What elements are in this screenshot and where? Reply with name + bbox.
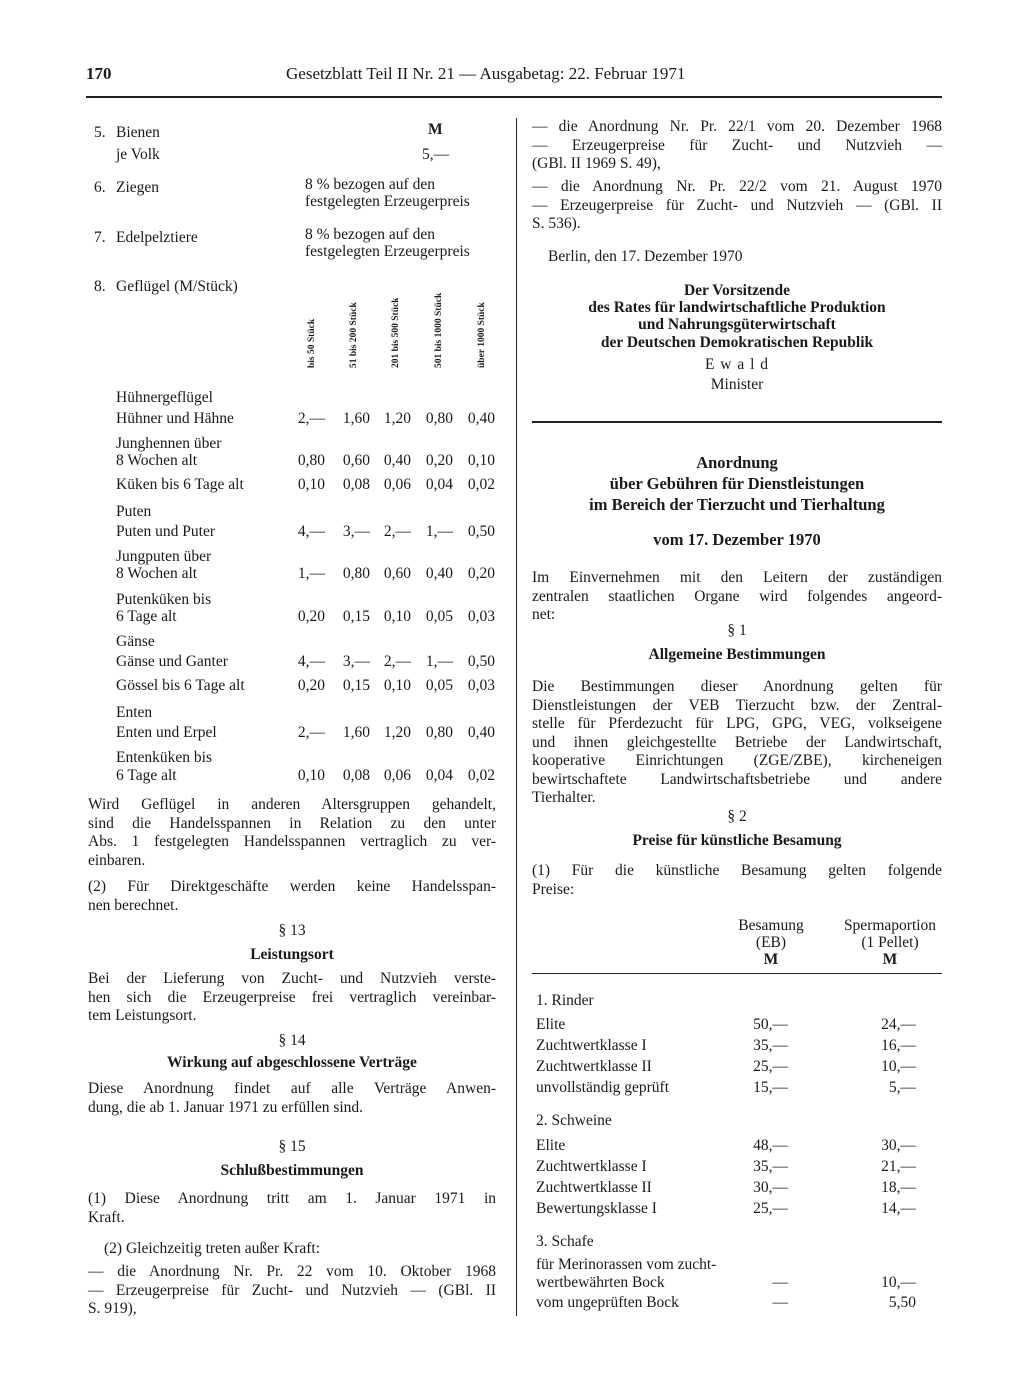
price-group-label: 1. Rinder [536, 992, 594, 1009]
item7-line2: festgelegten Erzeugerpreis [305, 243, 470, 260]
price-value-sperma: 10,— [881, 1058, 916, 1075]
poultry-col-header: 501 bis 1000 Stück [434, 292, 444, 368]
price-value-besamung: 25,— [753, 1200, 788, 1217]
poultry-row-label: Putenküken bis [116, 591, 212, 608]
text-line: Wird Geflügel in anderen Altersgruppen gehandelt, [88, 796, 496, 813]
poultry-row-value: 0,20 [425, 452, 453, 469]
poultry-row-value: 0,02 [467, 476, 495, 493]
price-row-label: Zuchtwertklasse I [536, 1158, 647, 1175]
poultry-row-value: 0,40 [383, 452, 411, 469]
price-value-besamung: 25,— [753, 1058, 788, 1075]
poultry-row-label: Puten und Puter [116, 523, 216, 540]
paragraph-direktgeschafte [88, 878, 496, 915]
s15-text2: (2) Gleichzeitig treten außer Kraft: [104, 1240, 321, 1257]
price-value-besamung: — [772, 1294, 788, 1311]
item6-line2: festgelegten Erzeugerpreis [305, 193, 470, 210]
price-value-sperma: 10,— [881, 1274, 916, 1291]
text-line: zentralen staatlichen Organe wird folgendes angeord- [532, 587, 942, 605]
poultry-row-label: Hühner und Hähne [116, 410, 234, 427]
price-group-label: 3. Schafe [536, 1233, 594, 1250]
intro-text [532, 569, 942, 625]
s15-title: Schlußbestimmungen [220, 1162, 364, 1179]
text-line: — Erzeugerpreise für Zucht- und Nutzvieh — [532, 136, 942, 154]
page-number: 170 [86, 64, 112, 83]
item5-sub: je Volk [116, 146, 160, 163]
poultry-row-value: 0,04 [425, 767, 453, 784]
text-line: (2) Für Direktgeschäfte werden keine Handelsspan- [88, 878, 496, 895]
poultry-row-label: Jungputen über [116, 548, 212, 565]
poultry-row-value: 1,20 [383, 724, 411, 741]
poultry-row-label: 8 Wochen alt [116, 565, 198, 582]
poultry-row-label: Junghennen über [116, 435, 222, 452]
poultry-row-value: 0,02 [467, 767, 495, 784]
s15-text1 [88, 1190, 496, 1227]
bullet-anordnung-22-2 [532, 178, 942, 234]
poultry-col-header: 51 bis 200 Stück [349, 302, 359, 368]
item7-line1: 8 % bezogen auf den [305, 226, 435, 243]
poultry-row-label: 8 Wochen alt [116, 452, 198, 469]
poultry-row-label: Puten [116, 503, 152, 520]
price-value-besamung: 15,— [753, 1079, 788, 1096]
text-line: hen sich die Erzeugerpreise frei vertraglich vereinbar- [88, 988, 496, 1006]
s13-text [88, 970, 496, 1026]
price-value-sperma: 5,50 [888, 1294, 916, 1311]
item8-num: 8. [94, 278, 106, 295]
poultry-row-value: 1,— [297, 565, 325, 582]
price-row-label: für Merinorassen vom zucht- [536, 1256, 717, 1273]
s13-title: Leistungsort [250, 946, 334, 963]
price-row-label: Zuchtwertklasse I [536, 1037, 647, 1054]
poultry-row-value: 4,— [297, 523, 325, 540]
price-value-sperma: 14,— [881, 1200, 916, 1217]
price-value-besamung: 48,— [753, 1137, 788, 1154]
poultry-row-value: 1,60 [342, 410, 370, 427]
poultry-row-value: 0,08 [342, 767, 370, 784]
poultry-row-value: 4,— [297, 653, 325, 670]
text-line: Preise: [532, 880, 575, 898]
poultry-row-value: 0,05 [425, 677, 453, 694]
date-line: Berlin, den 17. Dezember 1970 [548, 248, 743, 265]
ordinance-date: vom 17. Dezember 1970 [653, 530, 821, 549]
poultry-row-value: 0,08 [342, 476, 370, 493]
poultry-row-value: 0,10 [383, 677, 411, 694]
bullet-anordnung-22-1 [532, 118, 942, 174]
text-line: sind die Handelsspannen in Relation zu den unter [88, 814, 496, 832]
signature-line: des Rates für landwirtschaftliche Produktion [588, 299, 886, 316]
poultry-row-value: 0,15 [342, 677, 370, 694]
price-value-sperma: 30,— [881, 1137, 916, 1154]
ordinance-title-line: über Gebühren für Dienstleistungen [609, 474, 865, 493]
s14-text [88, 1080, 496, 1117]
poultry-row-value: 2,— [297, 410, 325, 427]
text-line: — die Anordnung Nr. Pr. 22/2 vom 21. August 1970 [532, 178, 942, 195]
s15-bullet1 [88, 1263, 496, 1319]
poultry-row-value: 0,40 [467, 410, 495, 427]
poultry-row-label: 6 Tage alt [116, 767, 177, 784]
poultry-row-value: 0,50 [467, 653, 495, 670]
item7-label: Edelpelztiere [116, 229, 198, 246]
item7-num: 7. [94, 229, 106, 246]
text-line: einbaren. [88, 851, 146, 869]
poultry-row-label: Gössel bis 6 Tage alt [116, 677, 245, 694]
price-value-sperma: 16,— [881, 1037, 916, 1054]
text-line: (1) Für die künstliche Besamung gelten folgende [532, 862, 942, 879]
poultry-row-label: Gänse und Ganter [116, 653, 228, 670]
item6-line1: 8 % bezogen auf den [305, 176, 435, 193]
poultry-row-label: 6 Tage alt [116, 608, 177, 625]
item6-label: Ziegen [116, 179, 160, 196]
text-line: — die Anordnung Nr. Pr. 22 vom 10. Oktober 1968 [88, 1263, 496, 1280]
section-rule [532, 421, 942, 423]
poultry-row-value: 1,60 [342, 724, 370, 741]
poultry-row-value: 0,80 [425, 724, 453, 741]
text-line: Kraft. [88, 1208, 125, 1226]
text-line: nen berechnet. [88, 896, 179, 914]
poultry-row-value: 0,60 [342, 452, 370, 469]
poultry-row-value: 0,40 [467, 724, 495, 741]
price-value-besamung: 50,— [753, 1016, 788, 1033]
text-line: S. 919), [88, 1300, 137, 1317]
price-row-label: Zuchtwertklasse II [536, 1179, 652, 1196]
poultry-row-value: 0,60 [383, 565, 411, 582]
price-value-besamung: 35,— [753, 1158, 788, 1175]
price-header-col1: Besamung [738, 917, 804, 934]
poultry-row-label: Enten [116, 704, 153, 721]
poultry-row-value: 0,06 [383, 476, 411, 493]
poultry-row-value: 0,80 [425, 410, 453, 427]
text-line: tem Leistungsort. [88, 1007, 197, 1024]
text-line: Diese Anordnung findet auf alle Verträge Anwen- [88, 1080, 496, 1097]
item6-num: 6. [94, 179, 106, 196]
text-line: Tierhalter. [532, 789, 596, 806]
poultry-row-value: 2,— [383, 523, 411, 540]
s2-num: § 2 [727, 808, 747, 825]
poultry-row-value: 2,— [383, 653, 411, 670]
text-line: — die Anordnung Nr. Pr. 22/1 vom 20. Dezember 1968 [532, 118, 942, 135]
text-line: Im Einvernehmen mit den Leitern der zuständigen [532, 569, 942, 586]
signer-title: Minister [710, 376, 764, 393]
text-line: — Erzeugerpreise für Zucht- und Nutzvieh — (GBl. II [88, 1281, 496, 1299]
poultry-row-value: 0,10 [297, 476, 325, 493]
poultry-row-value: 0,15 [342, 608, 370, 625]
poultry-row-value: 0,05 [425, 608, 453, 625]
text-line: (1) Diese Anordnung tritt am 1. Januar 1971 in [88, 1190, 496, 1207]
s2-title: Preise für künstliche Besamung [632, 832, 842, 849]
s13-num: § 13 [278, 922, 306, 939]
poultry-row-label: Küken bis 6 Tage alt [116, 476, 244, 493]
poultry-row-value: 2,— [297, 724, 325, 741]
text-line: Die Bestimmungen dieser Anordnung gelten für [532, 678, 942, 695]
price-header-col2: M [882, 951, 898, 968]
poultry-row-value: 0,80 [297, 452, 325, 469]
price-header-col2: Spermaportion [843, 917, 937, 934]
item5-unit: M [428, 121, 443, 138]
price-header-col2: (1 Pellet) [861, 934, 919, 951]
poultry-row-value: 0,03 [467, 608, 495, 625]
poultry-row-value: 0,10 [467, 452, 495, 469]
s1-text [532, 678, 942, 808]
poultry-row-label: Entenküken bis [116, 749, 212, 766]
poultry-row-value: 0,04 [425, 476, 453, 493]
poultry-row-value: 3,— [342, 523, 370, 540]
header-rule [86, 96, 942, 98]
text-line: bewirtschaftete Landwirtschaftsbetriebe und andere [532, 770, 942, 788]
item5-value: 5,— [422, 146, 450, 163]
price-value-sperma: 21,— [881, 1158, 916, 1175]
text-line: net: [532, 606, 556, 623]
item5-label: Bienen [116, 124, 160, 141]
s1-title: Allgemeine Bestimmungen [648, 646, 826, 663]
price-row-label: Zuchtwertklasse II [536, 1058, 652, 1075]
price-row-label: Elite [536, 1016, 566, 1033]
price-row-label: Elite [536, 1137, 566, 1154]
text-line: und ihnen gleichgestellte Betriebe der Landwirtschaft, [532, 733, 942, 751]
text-line: Dienstleistungen der VEB Tierzucht bzw. der Zentral- [532, 696, 942, 714]
s15-num: § 15 [278, 1138, 306, 1155]
text-line: — Erzeugerpreise für Zucht- und Nutzvieh — (GBl. II [532, 196, 942, 214]
price-table-rule [532, 973, 942, 974]
price-value-sperma: 5,— [888, 1079, 916, 1096]
ordinance-title-line: im Bereich der Tierzucht und Tierhaltung [589, 495, 885, 514]
price-row-label: vom ungeprüften Bock [536, 1294, 679, 1311]
s14-title: Wirkung auf abgeschlossene Verträge [167, 1054, 417, 1071]
text-line: dung, die ab 1. Januar 1971 zu erfüllen sind. [88, 1098, 364, 1116]
poultry-row-value: 1,— [425, 523, 453, 540]
signer-name: E w a l d [704, 356, 770, 373]
poultry-row-label: Gänse [116, 633, 155, 650]
price-header-col1: (EB) [755, 934, 787, 951]
text-line: stelle für Pferdezucht für LPG, GPG, VEG, volkseigene [532, 715, 942, 732]
poultry-row-value: 1,20 [383, 410, 411, 427]
poultry-row-value: 3,— [342, 653, 370, 670]
signature-line: Der Vorsitzende [683, 282, 791, 299]
poultry-row-value: 0,20 [467, 565, 495, 582]
price-row-label: unvollständig geprüft [536, 1079, 670, 1096]
poultry-row-value: 0,03 [467, 677, 495, 694]
poultry-row-value: 0,80 [342, 565, 370, 582]
s2-text [532, 862, 942, 899]
price-header-col1: M [763, 951, 779, 968]
s1-num: § 1 [727, 622, 747, 639]
poultry-row-value: 0,10 [297, 767, 325, 784]
signature-line: der Deutschen Demokratischen Republik [600, 334, 874, 351]
poultry-col-header: bis 50 Stück [307, 318, 317, 368]
text-line: (GBl. II 1969 S. 49), [532, 155, 661, 172]
price-value-besamung: 30,— [753, 1179, 788, 1196]
price-value-besamung: — [772, 1274, 788, 1291]
poultry-row-value: 0,50 [467, 523, 495, 540]
poultry-col-header: über 1000 Stück [477, 302, 487, 368]
signature-line: und Nahrungsgüterwirtschaft [638, 316, 836, 333]
text-line: Abs. 1 festgelegten Handelsspannen vertraglich zu ver- [88, 833, 496, 850]
poultry-row-value: 0,20 [297, 608, 325, 625]
poultry-row-value: 0,06 [383, 767, 411, 784]
poultry-row-value: 1,— [425, 653, 453, 670]
poultry-row-label: Hühnergeflügel [116, 389, 213, 406]
poultry-col-header: 201 bis 500 Stück [391, 297, 401, 368]
text-line: Bei der Lieferung von Zucht- und Nutzvieh verste- [88, 970, 496, 987]
text-line: kooperative Einrichtungen (ZGE/ZBE), kircheneigen [532, 752, 942, 769]
price-value-besamung: 35,— [753, 1037, 788, 1054]
item5-num: 5. [94, 124, 106, 141]
item8-label: Geflügel (M/Stück) [116, 278, 238, 295]
paragraph-geflugel [88, 796, 496, 870]
price-value-sperma: 24,— [881, 1016, 916, 1033]
column-divider [516, 118, 517, 1316]
poultry-row-label: Enten und Erpel [116, 724, 217, 741]
text-line: S. 536). [532, 215, 581, 232]
poultry-row-value: 0,40 [425, 565, 453, 582]
poultry-row-value: 0,20 [297, 677, 325, 694]
price-group-label: 2. Schweine [536, 1112, 612, 1129]
ordinance-title-line: Anordnung [696, 453, 778, 472]
price-value-sperma: 18,— [881, 1179, 916, 1196]
poultry-row-value: 0,10 [383, 608, 411, 625]
s14-num: § 14 [278, 1032, 306, 1049]
page-header-title: Gesetzblatt Teil II Nr. 21 — Ausgabetag: 22. Februar 1971 [286, 64, 686, 83]
price-row-label: Bewertungsklasse I [536, 1200, 657, 1217]
price-row-label: wertbewährten Bock [536, 1274, 665, 1291]
